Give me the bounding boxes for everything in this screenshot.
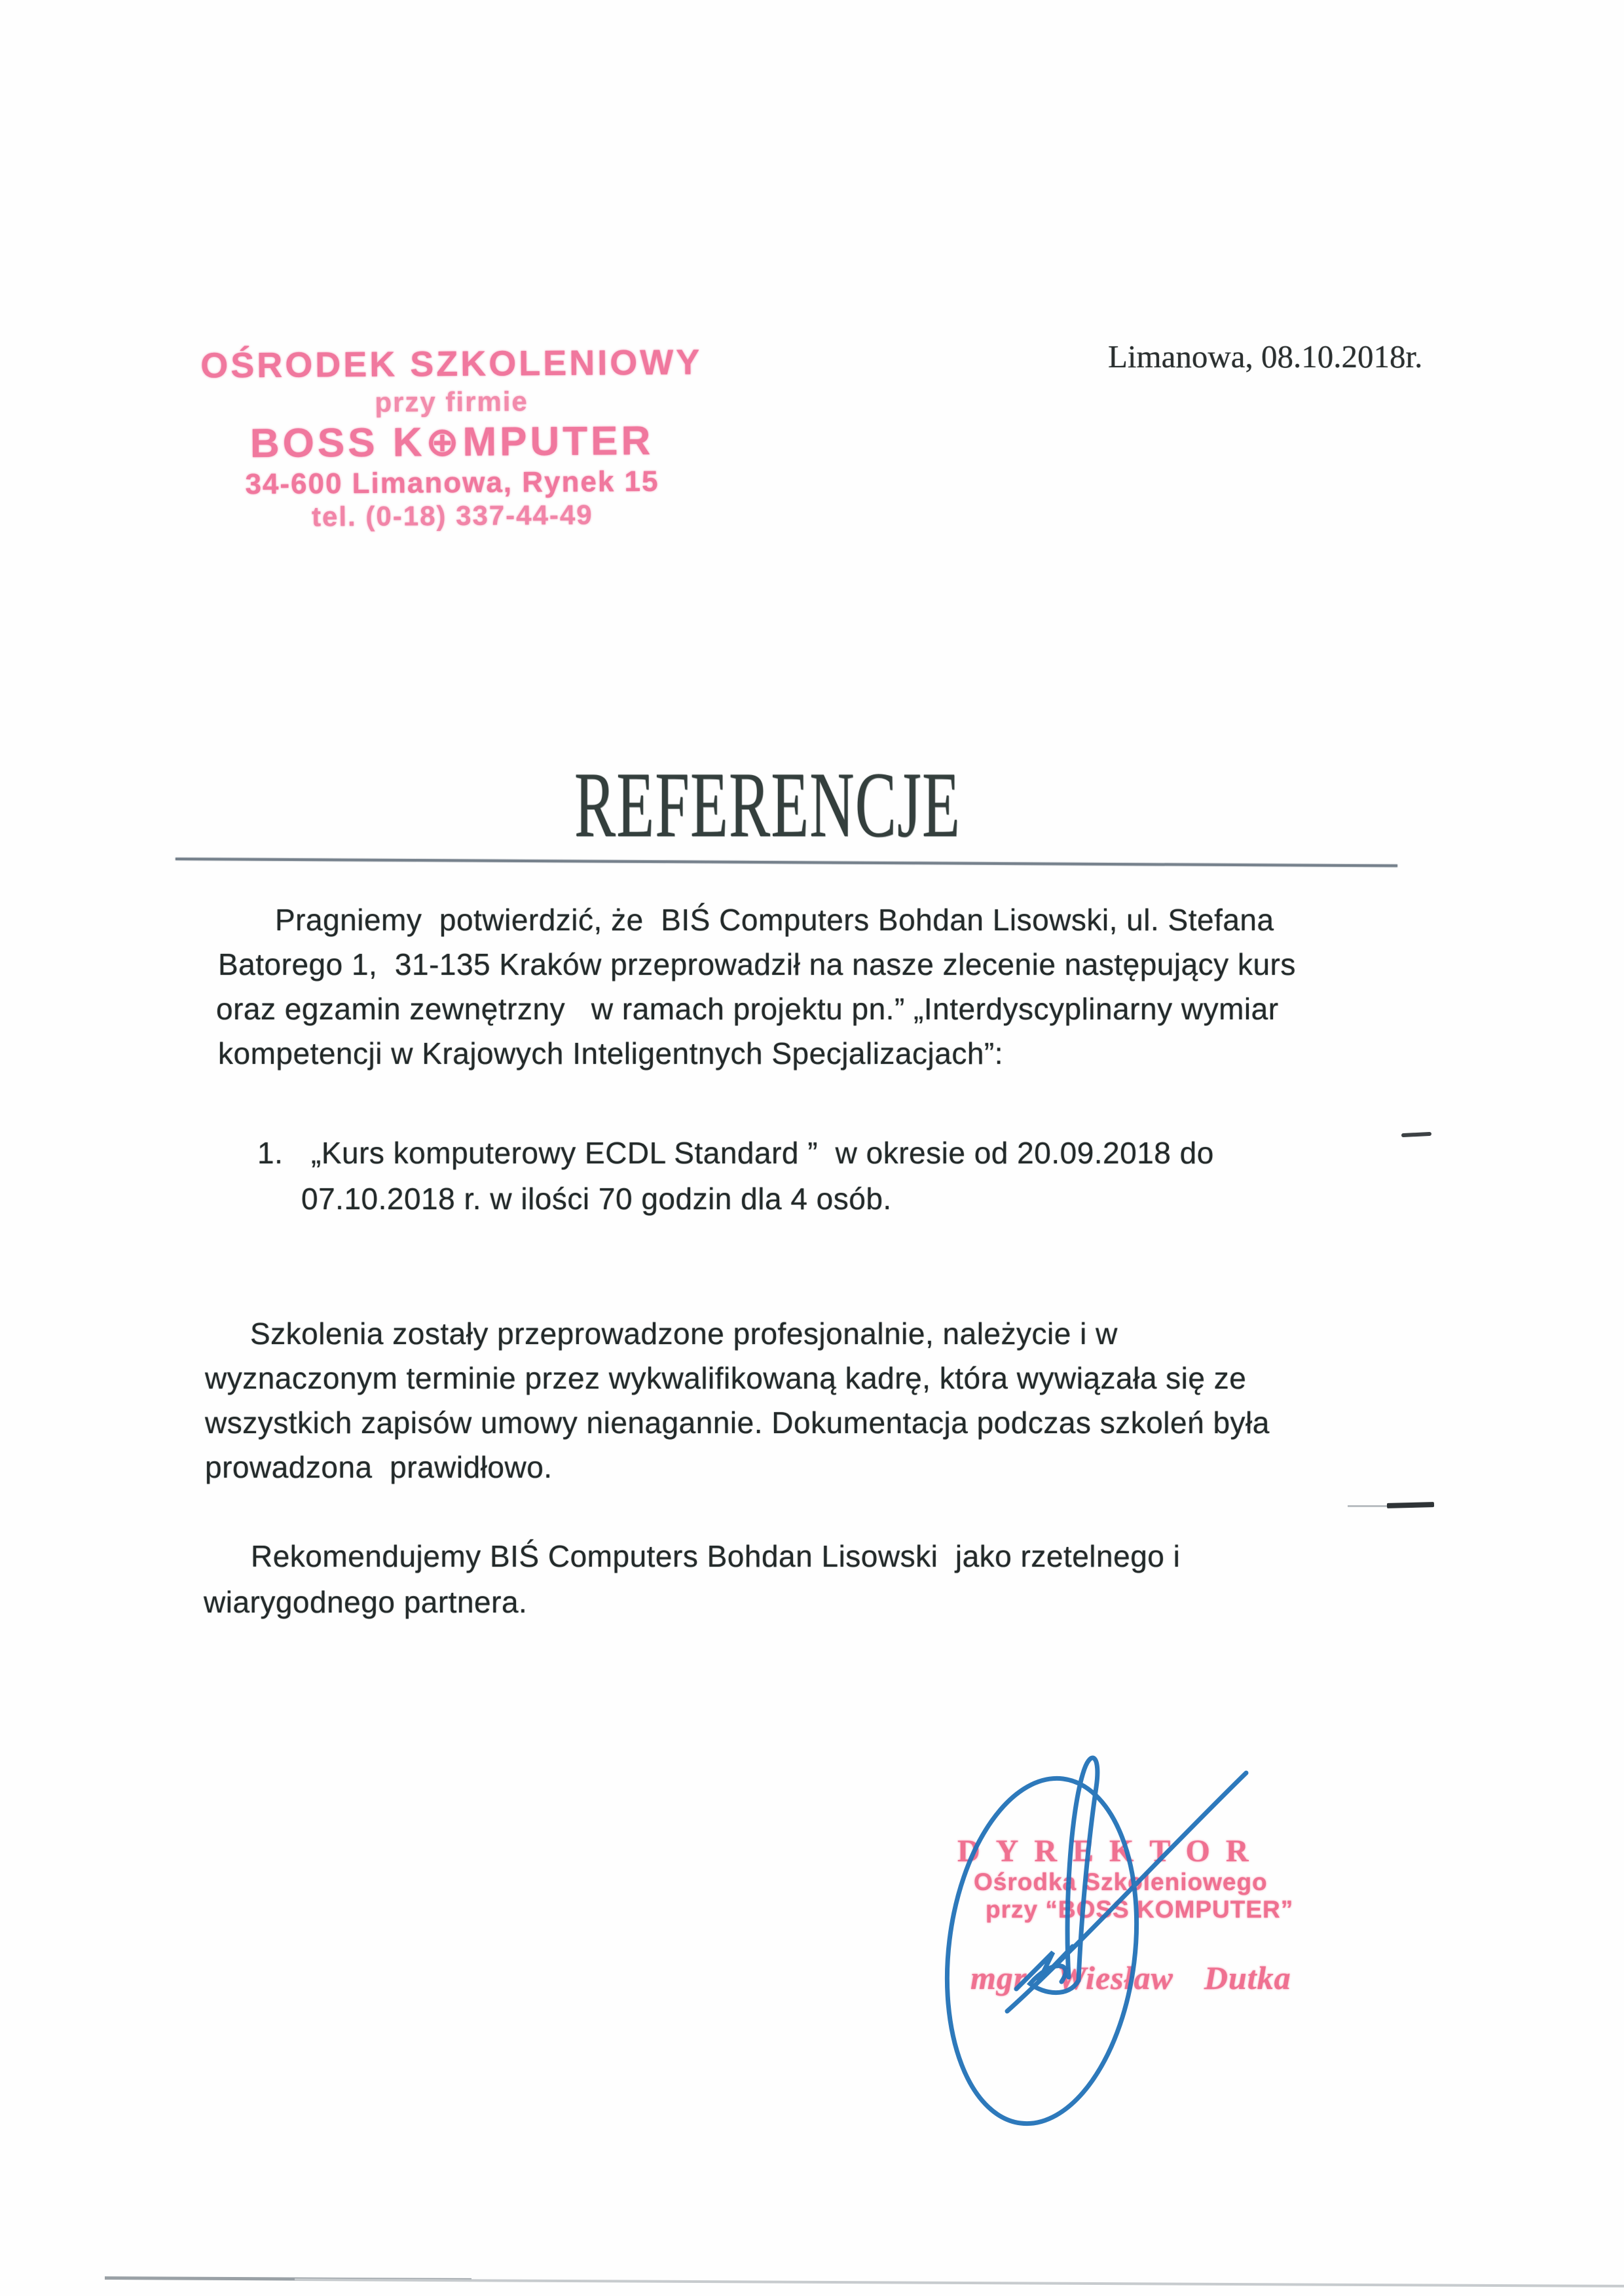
list-line: 07.10.2018 r. w ilości 70 godzin dla 4 osób.	[301, 1182, 892, 1216]
letterhead-stamp	[196, 341, 708, 533]
scan-artifact-dash-lead	[1348, 1505, 1388, 1507]
body-line: Szkolenia zostały przeprowadzone profesjonalnie, należycie i w	[250, 1317, 1118, 1351]
scan-artifact-bottom-edge-line	[295, 2278, 1624, 2287]
letterhead-stamp-address: 34-600 Limanowa, Rynek 15	[245, 465, 659, 501]
letterhead-stamp-org-name: OŚRODEK SZKOLENIOWY	[200, 342, 703, 386]
letterhead-stamp-company: BOSS K⊕MPUTER	[249, 418, 654, 467]
signature-stamp-organization: Ośrodka Szkoleniowego	[974, 1868, 1268, 1895]
body-line: Batorego 1, 31-135 Kraków przeprowadził na nasze zlecenie następujący kurs	[218, 947, 1296, 981]
body-line: wiarygodnego partnera.	[204, 1585, 528, 1619]
dateline: Limanowa, 08.10.2018r.	[1108, 338, 1423, 374]
body-line: wyznaczonym terminie przez wykwalifikowaną kadrę, która wywiązała się ze	[205, 1361, 1247, 1395]
list-line: „Kurs komputerowy ECDL Standard ” w okresie od 20.09.2018 do	[311, 1136, 1214, 1170]
signature-ellipse-stroke	[929, 1768, 1155, 2135]
page-title: REFERENCJE	[574, 753, 961, 856]
body-line: Rekomendujemy BIŚ Computers Bohdan Lisowski jako rzetelnego i	[251, 1539, 1181, 1573]
signature-stamp-company: przy “BOSS KOMPUTER”	[986, 1896, 1294, 1923]
body-line: wszystkich zapisów umowy nienagannie. Dokumentacja podczas szkoleń była	[205, 1406, 1270, 1440]
letterhead-stamp-subtitle: przy firmie	[375, 386, 528, 418]
body-line: Pragniemy potwierdzić, że BIŚ Computers Bohdan Lisowski, ul. Stefana	[275, 903, 1274, 937]
list-number: 1.	[257, 1136, 284, 1170]
signature-diagonal-stroke	[1007, 1773, 1246, 2011]
title-underline-rule	[175, 858, 1397, 867]
signature-stamp-name: mgr Wiesław Dutka	[970, 1959, 1291, 1996]
scan-artifact-dash	[1387, 1502, 1434, 1508]
scan-artifact-dash	[1401, 1132, 1431, 1137]
handwritten-signature	[904, 1689, 1310, 2265]
letterhead-stamp-phone: tel. (0-18) 337-44-49	[311, 499, 593, 532]
signature-stamp-title: DYREKTOR	[957, 1834, 1264, 1868]
body-line: prowadzona prawidłowo.	[205, 1450, 553, 1484]
body-line: kompetencji w Krajowych Inteligentnych Specjalizacjach”:	[218, 1036, 1004, 1070]
body-line: oraz egzamin zewnętrzny w ramach projektu pn.” „Interdyscyplinarny wymiar	[216, 992, 1279, 1026]
